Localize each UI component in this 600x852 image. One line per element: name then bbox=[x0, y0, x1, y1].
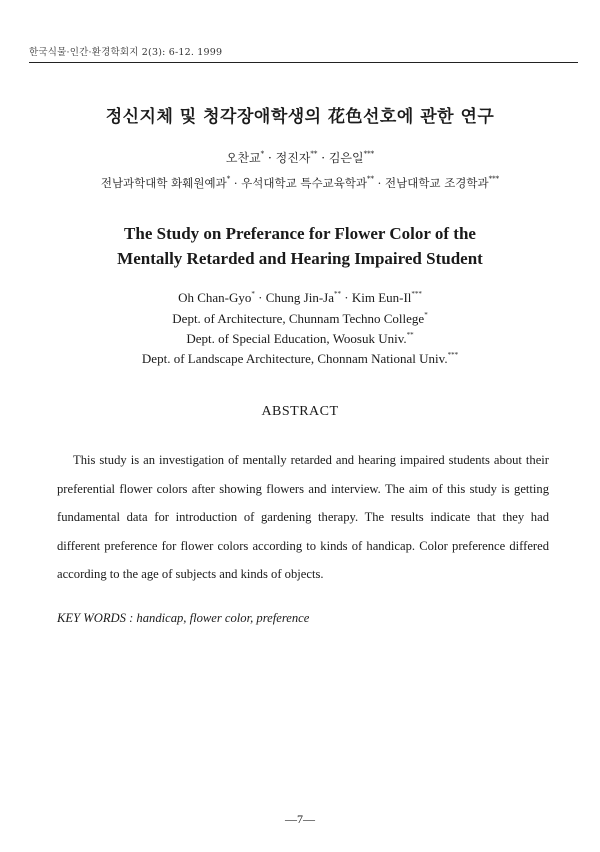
english-affiliation bbox=[0, 351, 600, 367]
affiliation-text: Dept. of Landscape Architecture, Chonnam National Univ. bbox=[141, 351, 448, 366]
page-number: —7— bbox=[285, 812, 315, 826]
english-author: Chung Jin-Ja bbox=[265, 290, 334, 305]
keywords-terms: handicap, flower color, preference bbox=[136, 611, 310, 625]
footnote-mark: * bbox=[260, 150, 265, 158]
affiliation-separator: · bbox=[374, 176, 385, 190]
footnote-mark: *** bbox=[488, 175, 500, 183]
korean-author: 오찬교 bbox=[225, 151, 261, 165]
korean-affiliations bbox=[0, 175, 600, 191]
footnote-mark: * bbox=[226, 175, 231, 183]
english-affiliation bbox=[0, 331, 600, 347]
affiliation-separator: · bbox=[230, 176, 242, 190]
author-separator: · bbox=[254, 290, 266, 305]
footnote-mark: * bbox=[424, 311, 428, 319]
abstract-body: This study is an investigation of mentally retarded and hearing impaired students about their preferential flower colors after showing flowers and interview. The aim of this study is getting fundamental data for introduction of gardening therapy. The results indicate that they had different preference for flower colors according to kinds of handicap. Color preference differed according to the age of subjects and kinds of objects. bbox=[57, 453, 549, 581]
footnote-mark: ** bbox=[367, 175, 375, 183]
footnote-mark: ** bbox=[406, 331, 414, 339]
keywords bbox=[57, 611, 309, 626]
keywords-label: KEY WORDS bbox=[57, 611, 126, 625]
korean-affiliation: 전남대학교 조경학과 bbox=[385, 176, 489, 190]
korean-affiliation: 전남과학대학 화훼원예과 bbox=[100, 176, 227, 190]
author-separator: · bbox=[264, 151, 276, 165]
footnote-mark: ** bbox=[310, 150, 318, 158]
journal-citation: 한국식물·인간·환경학회지 2(3): 6-12. 1999 bbox=[29, 47, 223, 58]
footnote-mark: *** bbox=[447, 351, 459, 359]
footnote-mark: ** bbox=[333, 290, 341, 298]
footnote-mark: * bbox=[251, 290, 255, 298]
author-separator: · bbox=[317, 151, 329, 165]
english-authors bbox=[0, 290, 600, 306]
english-author: Kim Eun-Il bbox=[351, 290, 412, 305]
footnote-mark: *** bbox=[411, 290, 422, 298]
header-divider bbox=[29, 62, 578, 63]
korean-title: 정신지체 및 청각장애학생의 花色선호에 관한 연구 bbox=[105, 107, 495, 127]
affiliation-text: Dept. of Architecture, Chunnam Techno College bbox=[172, 311, 425, 326]
abstract-heading: ABSTRACT bbox=[261, 404, 339, 419]
author-separator: · bbox=[340, 290, 352, 305]
english-author: Oh Chan-Gyo bbox=[178, 290, 252, 305]
english-title-line-1: The Study on Preferance for Flower Color of the bbox=[124, 224, 476, 243]
english-affiliation bbox=[0, 311, 600, 327]
korean-author: 정진자 bbox=[275, 151, 311, 165]
korean-author: 김은일 bbox=[328, 151, 364, 165]
korean-affiliation: 우석대학교 특수교육학과 bbox=[241, 176, 368, 190]
affiliation-text: Dept. of Special Education, Woosuk Univ. bbox=[186, 331, 407, 346]
korean-authors bbox=[0, 149, 600, 166]
footnote-mark: *** bbox=[363, 150, 375, 158]
english-title-line-2: Mentally Retarded and Hearing Impaired Student bbox=[117, 249, 483, 268]
keywords-separator: : bbox=[125, 611, 137, 625]
